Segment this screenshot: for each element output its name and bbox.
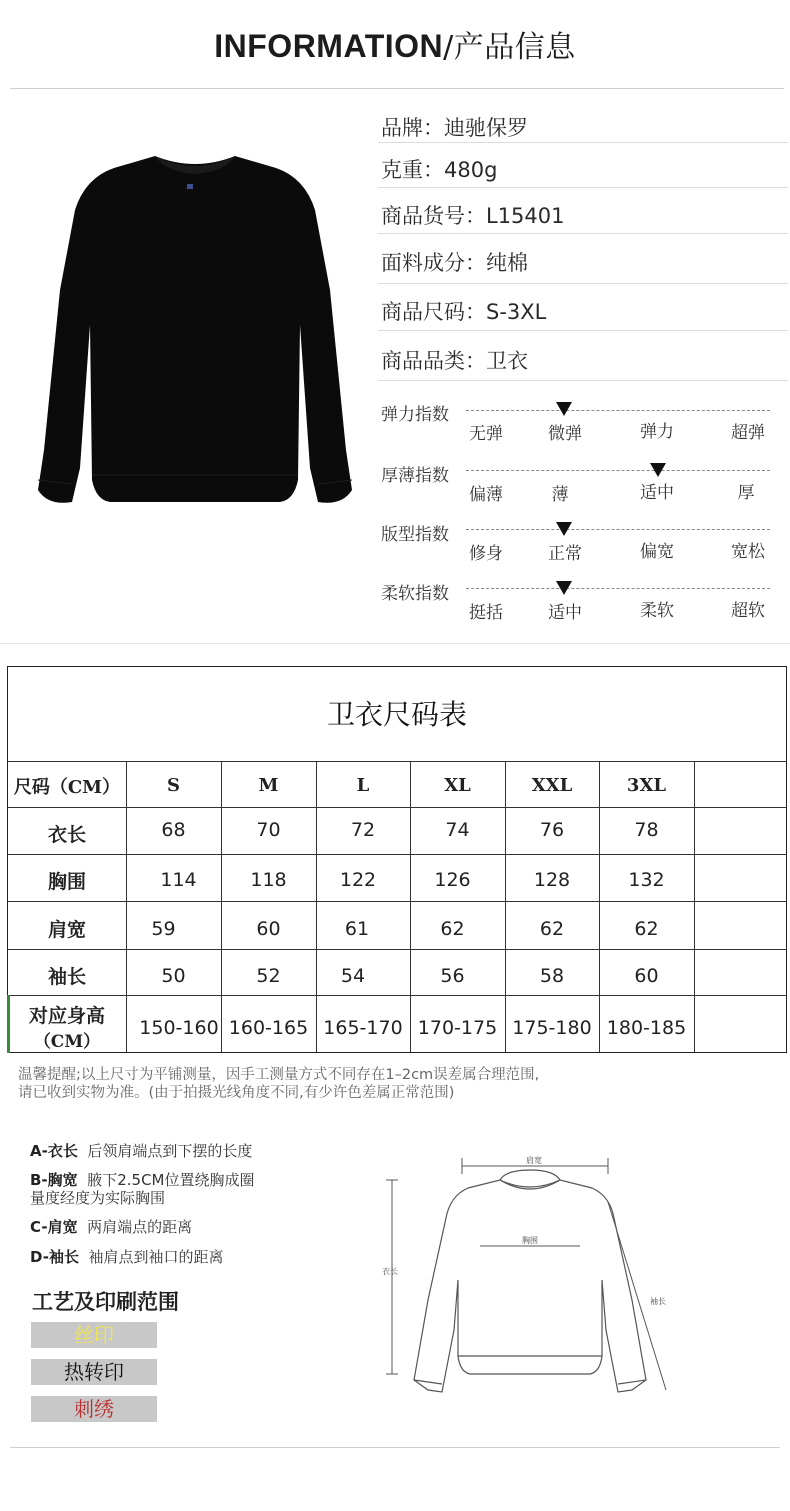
index-option: 偏薄 [469,485,503,505]
black-sweatshirt-image [30,150,360,520]
spec-fabric: 面料成分：纯棉 [381,251,528,275]
measure-key: D-袖长 [30,1248,79,1266]
measure-desc: 后领肩端点到下摆的长度 [87,1142,253,1160]
table-cell: 72 [350,819,376,841]
table-cell: 61 [344,918,370,940]
diagram-label-chest: 胸围 [522,1236,538,1245]
spec-size: 商品尺码：S-3XL [381,300,547,324]
craft-embroidery: 刺绣 [31,1396,157,1422]
table-cell: 62 [440,918,465,940]
measure-c [30,1218,192,1236]
table-rule [8,901,786,902]
table-row-label: 对应身高 [28,1005,105,1027]
page-title [0,22,790,66]
table-row-label: 衣长 [47,824,86,846]
index-marker-icon [556,522,572,536]
index-option: 宽松 [731,542,765,562]
table-rule [599,761,600,1053]
table-cell: 170-175 [417,1017,498,1039]
index-option: 无弹 [469,424,503,444]
note-line: 温馨提醒;以上尺寸为平铺测量，因手工测量方式不同存在1–2cm误差属合理范围, [18,1067,540,1083]
index-label: 厚薄指数 [381,466,449,486]
table-cell: 160-165 [228,1017,309,1039]
table-rule [8,995,786,996]
table-cell: 56 [440,965,465,987]
index-option: 柔软 [640,601,674,621]
table-rule [8,854,786,855]
table-cell: 150-160 [139,1017,219,1039]
measure-desc-cont: 量度经度为实际胸围 [30,1189,166,1207]
size-table-title: 卫衣尺码表 [326,698,467,731]
table-rule [8,949,786,950]
measure-a [30,1142,252,1160]
index-option: 适中 [640,483,674,503]
table-cell: 52 [256,965,281,987]
table-rule [410,761,411,1053]
index-label: 弹力指数 [381,405,449,425]
table-cell: 122 [339,869,377,891]
table-cell: 54 [340,965,366,987]
measure-d [30,1248,224,1266]
index-label: 柔软指数 [381,584,449,604]
table-cell: 76 [539,819,565,841]
table-cell: 114 [160,869,197,891]
spec-divider [378,233,788,234]
table-cell: 59 [151,918,176,940]
table-row-label: 胸围 [47,871,86,893]
index-option: 弹力 [640,422,674,442]
index-option: 厚 [737,483,755,503]
table-header-size: 3XL [626,775,667,796]
measure-desc: 腋下2.5CM位置绕胸成圈 [87,1171,255,1189]
measurement-note [18,1066,539,1102]
measure-desc: 两肩端点的距离 [87,1218,193,1236]
table-cell: 180-185 [606,1017,687,1039]
table-header-label: 尺码（CM） [13,777,121,798]
index-label: 版型指数 [381,525,449,545]
index-marker-icon [556,581,572,595]
table-cell: 60 [256,918,281,940]
index-option: 修身 [469,544,503,564]
table-rule [694,761,695,1053]
sweatshirt-outline-diagram [370,1140,690,1420]
measure-key: B-胸宽 [30,1171,78,1189]
table-row-label-unit: （CM） [33,1032,101,1052]
title-en: INFORMATION [214,28,444,64]
index-option: 正常 [548,544,582,564]
measure-desc: 袖肩点到袖口的距离 [88,1248,224,1266]
index-option: 偏宽 [640,542,674,562]
spec-divider [378,283,788,284]
table-cell: 62 [539,918,565,940]
index-option: 微弹 [548,424,582,444]
measurement-diagram [370,1140,690,1420]
table-cell: 60 [634,965,659,987]
index-scale [466,470,770,471]
index-option: 适中 [548,603,582,623]
header-divider [10,88,784,89]
table-header-size: M [258,775,279,796]
table-row-label: 肩宽 [47,919,86,941]
table-rule [221,761,222,1053]
craft-silkscreen: 丝印 [31,1322,157,1348]
table-cell: 68 [161,819,186,841]
index-marker-icon [650,463,666,477]
table-cell: 165-170 [323,1017,403,1039]
diagram-label-sleeve: 袖长 [650,1297,666,1306]
index-marker-icon [556,402,572,416]
table-rule [8,761,786,762]
spec-divider [378,330,788,331]
spec-category: 商品品类：卫衣 [381,349,528,373]
note-line: 请已收到实物为准。(由于拍摄光线角度不同,有少许色差属正常范围) [18,1085,455,1101]
craft-heat-transfer: 热转印 [31,1359,157,1385]
table-cell: 62 [634,918,659,940]
index-option: 挺括 [469,603,503,623]
spec-brand: 品牌：迪驰保罗 [381,116,528,140]
index-scale [466,529,770,530]
index-scale [466,410,770,411]
table-header-size: XL [444,775,471,796]
measure-key: C-肩宽 [30,1218,78,1236]
footer-divider [10,1447,780,1448]
table-cell: 58 [539,965,565,987]
index-option: 超弹 [731,423,765,443]
title-cn: /产品信息 [443,30,576,65]
measure-key: A-衣长 [30,1142,78,1160]
index-scale [466,588,770,589]
table-cell: 74 [445,819,470,841]
table-cell: 175-180 [512,1017,592,1039]
table-cell: 78 [634,819,659,841]
table-rule [316,761,317,1053]
table-row-label: 袖长 [47,966,86,988]
spec-item-no: 商品货号：L15401 [381,204,565,228]
diagram-label-shoulder: 肩宽 [526,1156,542,1165]
table-cell: 118 [250,869,287,891]
table-header-size: S [167,775,180,796]
size-table [7,666,787,1053]
spec-weight: 克重：480g [381,158,498,182]
table-header-size: L [356,775,370,796]
table-header-size: XXL [531,775,573,796]
table-rule [505,761,506,1053]
table-rule [8,807,786,808]
table-rule [126,761,127,1053]
measure-b [30,1171,255,1207]
section-divider [0,643,790,644]
index-option: 超软 [731,601,765,621]
spec-divider [378,187,788,188]
diagram-label-length: 衣长 [382,1267,398,1276]
table-cell: 70 [256,819,281,841]
index-option: 薄 [551,485,569,505]
product-image [30,150,360,520]
spec-divider [378,380,788,381]
craft-title: 工艺及印刷范围 [32,1290,179,1314]
table-cell: 128 [533,869,571,891]
table-cell: 132 [628,869,665,891]
spec-divider [378,142,788,143]
table-cell: 126 [434,869,471,891]
table-cell: 50 [161,965,186,987]
